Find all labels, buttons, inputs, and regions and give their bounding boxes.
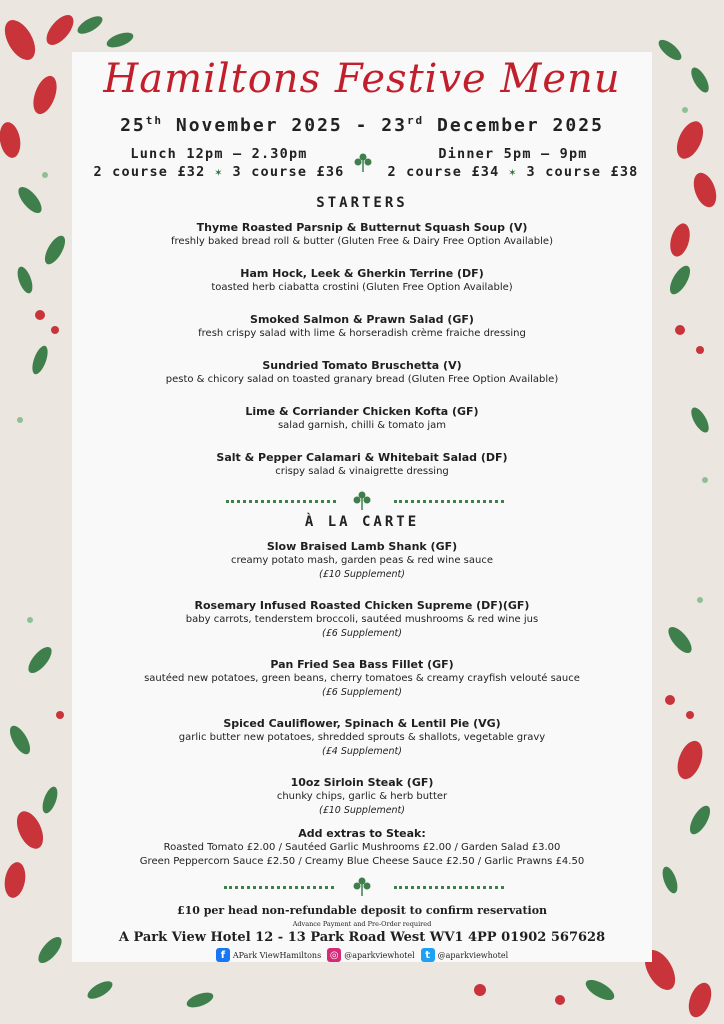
item-name: 10oz Sirloin Steak (GF) xyxy=(290,776,434,789)
main-item xyxy=(72,539,652,582)
twitter-icon: t xyxy=(421,948,435,962)
dinner-prices xyxy=(382,163,644,181)
item-name: Spiced Cauliflower, Spinach & Lentil Pie (VG) xyxy=(223,717,501,730)
item-description: chunky chips, garlic & herb butter xyxy=(276,791,448,802)
date-end: December 2025 xyxy=(424,115,604,136)
extras-heading: Add extras to Steak: xyxy=(298,827,426,840)
item-name: Salt & Pepper Calamari & Whitebait Salad (DF) xyxy=(216,451,508,464)
item-name: Ham Hock, Leek & Gherkin Terrine (DF) xyxy=(240,267,484,280)
item-name: Pan Fried Sea Bass Fillet (GF) xyxy=(270,658,454,671)
item-supplement: (£6 Supplement) xyxy=(322,687,402,698)
star-icon: ✶ xyxy=(508,165,518,179)
starter-item xyxy=(72,220,652,249)
lunch-prices xyxy=(90,163,348,181)
facebook-handle: APark ViewHamiltons xyxy=(232,950,322,960)
starters-heading: STARTERS xyxy=(316,195,408,211)
item-name: Thyme Roasted Parsnip & Butternut Squash Soup (V) xyxy=(196,221,528,234)
item-name: Sundried Tomato Bruschetta (V) xyxy=(262,359,462,372)
facebook-icon: f xyxy=(216,948,230,962)
star-icon: ✶ xyxy=(214,165,224,179)
twitter-handle: @aparkviewhotel xyxy=(437,950,509,960)
main-item xyxy=(72,775,652,818)
alacarte-heading: À LA CARTE xyxy=(304,514,420,530)
item-description: toasted herb ciabatta crostini (Gluten Free Option Available) xyxy=(211,282,513,293)
steak-extras xyxy=(72,826,652,869)
lunch-time: Lunch 12pm – 2.30pm xyxy=(130,146,308,162)
starter-item xyxy=(72,312,652,341)
extras-line: Roasted Tomato £2.00 / Sautéed Garlic Mushrooms £2.00 / Garden Salad £3.00 xyxy=(163,842,561,853)
deposit-notice: £10 per head non-refundable deposit to confirm reservation xyxy=(176,904,548,917)
item-description: garlic butter new potatoes, shredded sprouts & shallots, vegetable gravy xyxy=(178,732,546,743)
sprig-icon xyxy=(351,876,373,896)
item-name: Slow Braised Lamb Shank (GF) xyxy=(266,540,458,553)
dinner-2-course: 2 course £34 xyxy=(387,164,500,180)
twitter-link[interactable] xyxy=(421,948,508,962)
instagram-link[interactable] xyxy=(327,948,414,962)
date-end-suffix: rd xyxy=(406,114,425,127)
starter-item xyxy=(72,266,652,295)
lunch-block xyxy=(90,145,348,181)
date-start-suffix: th xyxy=(145,114,164,127)
item-description: fresh crispy salad with lime & horseradish crème fraiche dressing xyxy=(198,328,526,339)
dinner-block xyxy=(382,145,644,181)
item-description: crispy salad & vinaigrette dressing xyxy=(275,466,449,477)
item-supplement: (£10 Supplement) xyxy=(318,805,405,816)
sprig-icon xyxy=(352,152,374,172)
lunch-3-course: 3 course £36 xyxy=(232,164,345,180)
item-name: Smoked Salmon & Prawn Salad (GF) xyxy=(250,313,474,326)
item-description: salad garnish, chilli & tomato jam xyxy=(277,420,447,431)
item-name: Lime & Corriander Chicken Kofta (GF) xyxy=(245,405,479,418)
item-description: baby carrots, tenderstem broccoli, sautéed mushrooms & red wine jus xyxy=(185,614,539,625)
extras-line: Green Peppercorn Sauce £2.50 / Creamy Blue Cheese Sauce £2.50 / Garlic Prawns £4.50 xyxy=(139,856,585,867)
starter-item xyxy=(72,450,652,479)
item-supplement: (£6 Supplement) xyxy=(322,628,402,639)
menu-title: Hamiltons Festive Menu xyxy=(103,56,621,102)
item-description: creamy potato mash, garden peas & red wine sauce xyxy=(231,555,493,566)
item-description: freshly baked bread roll & butter (Gluten Free & Dairy Free Option Available) xyxy=(171,236,553,247)
sprig-icon xyxy=(351,490,373,510)
date-middle: November 2025 - 23 xyxy=(163,115,407,136)
social-links xyxy=(72,948,652,962)
hotel-address: A Park View Hotel 12 - 13 Park Road West WV1 4PP 01902 567628 xyxy=(118,930,606,945)
item-name: Rosemary Infused Roasted Chicken Supreme (DF)(GF) xyxy=(194,599,530,612)
lunch-2-course: 2 course £32 xyxy=(93,164,206,180)
dinner-time: Dinner 5pm – 9pm xyxy=(438,146,588,162)
starter-item xyxy=(72,404,652,433)
item-supplement: (£10 Supplement) xyxy=(318,569,405,580)
item-description: pesto & chicory salad on toasted granary bread (Gluten Free Option Available) xyxy=(165,374,559,385)
main-item xyxy=(72,598,652,641)
date-start-day: 25 xyxy=(120,115,146,136)
instagram-icon: ◎ xyxy=(327,948,341,962)
dotted-divider xyxy=(224,886,334,889)
advance-notice: Advance Payment and Pre-Order required xyxy=(292,920,432,928)
item-supplement: (£4 Supplement) xyxy=(322,746,402,757)
instagram-handle: @aparkviewhotel xyxy=(344,950,415,960)
dotted-divider xyxy=(226,500,336,503)
dotted-divider xyxy=(394,886,504,889)
dotted-divider xyxy=(394,500,504,503)
dinner-3-course: 3 course £38 xyxy=(526,164,639,180)
main-item xyxy=(72,657,652,700)
date-range xyxy=(0,114,724,136)
facebook-link[interactable] xyxy=(216,948,321,962)
main-item xyxy=(72,716,652,759)
starter-item xyxy=(72,358,652,387)
item-description: sautéed new potatoes, green beans, cherry tomatoes & creamy crayfish velouté sauce xyxy=(144,673,580,684)
